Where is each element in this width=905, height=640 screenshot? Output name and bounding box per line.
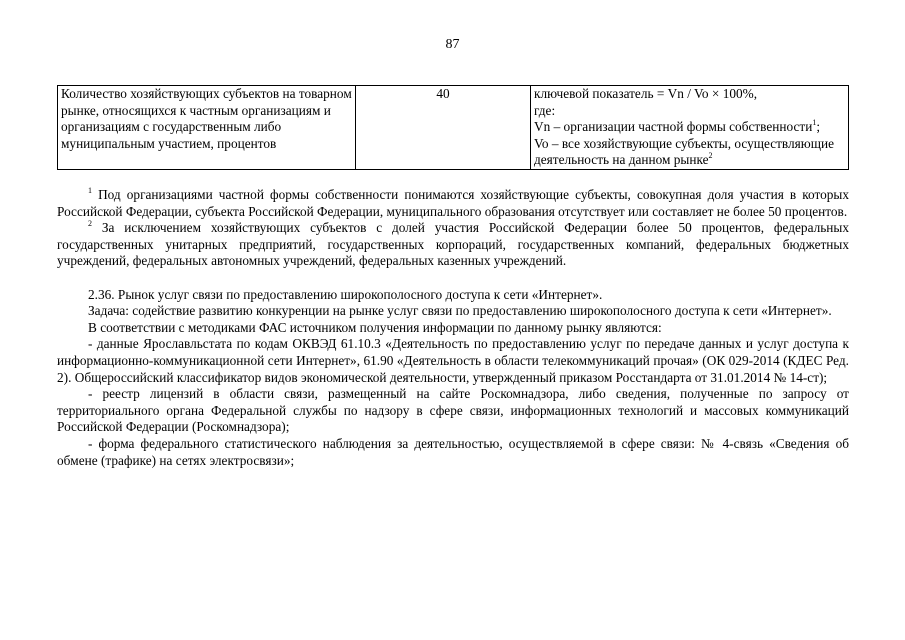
footnote-2-mark: 2 bbox=[88, 218, 92, 228]
footnote-2 bbox=[57, 220, 849, 270]
footnote-2-text: За исключением хозяйствующих субъектов с долей участия Российской Федерации более 50 процентов, федеральных государственных унитарных предприятий, государственных корпораций, государственных компаний, федеральных бюджетных учреждений, федеральных автономных учреждений, федеральных казенных учреждений. bbox=[57, 220, 849, 269]
vn-tail: ; bbox=[816, 119, 821, 135]
formula-where: где: bbox=[534, 102, 556, 118]
section-heading: 2.36. Рынок услуг связи по предоставлению широкополосного доступа к сети «Интернет». bbox=[88, 286, 603, 302]
indicator-value-cell: 40 bbox=[356, 86, 531, 170]
table-row bbox=[58, 86, 849, 170]
footnote-1-text: Под организациями частной формы собственности понимаются хозяйствующие субъекты, совокупная доля участия в которых Российской Федерации, субъекта Российской Федерации, муниципального образования отсутствует или составляет не более 50 процентов. bbox=[57, 187, 849, 219]
vo-text: Vo – все хозяйствующие субъекты, осуществляющие деятельность на данном рынке bbox=[534, 135, 834, 168]
source-item-license-registry: - реестр лицензий в области связи, размещенный на сайте Роскомнадзора, либо сведения, полученные по запросу от территориального органа Федеральной службы по надзору в сфере связи, информационных технологий и массовых коммуникаций Российской Федерации (Роскомнадзора); bbox=[57, 386, 849, 435]
footnote-1 bbox=[57, 187, 849, 220]
page-body bbox=[57, 187, 849, 469]
source-item-rosstat: - данные Ярославльстата по кодам ОКВЭД 61.10.3 «Деятельность по предоставлению услуг по передаче данных и услуг доступа к информационно-коммуникационной сети Интернет», 61.90 «Деятельность в области телекоммуникаций прочая» (ОК 029-2014 (КДЕС Ред. 2). Общероссийский классификатор видов экономической деятельности, утвержденный приказом Росстандарта от 31.01.2014 № 14-ст); bbox=[57, 336, 849, 385]
source-item-statistical-form: - форма федерального статистического наблюдения за деятельностью, осуществляемой в сфере связи: № 4-связь «Сведения об обмене (трафике) на сетях электросвязи»; bbox=[57, 435, 849, 468]
indicator-formula-cell bbox=[531, 86, 849, 170]
footnote-1-mark: 1 bbox=[88, 185, 92, 195]
formula-vo-definition bbox=[534, 136, 845, 169]
formula-line: ключевой показатель = Vn / Vo × 100%, bbox=[534, 86, 758, 101]
indicator-name-cell: Количество хозяйствующих субъектов на товарном рынке, относящихся к частным организациям и организациям с государственным либо муниципальным участием, процентов bbox=[58, 86, 356, 170]
vo-footnote-mark: 2 bbox=[708, 150, 713, 160]
section-task: Задача: содействие развитию конкуренции на рынке услуг связи по предоставлению широкополосного доступа к сети «Интернет». bbox=[88, 303, 832, 319]
vn-footnote-mark: 1 bbox=[812, 117, 817, 127]
section-intro: В соответствии с методиками ФАС источником получения информации по данному рынку являются: bbox=[88, 319, 662, 335]
formula-vn-definition bbox=[534, 119, 845, 136]
vn-text: Vn – организации частной формы собственности bbox=[534, 119, 813, 135]
indicator-table bbox=[57, 85, 849, 170]
page-number: 87 bbox=[445, 37, 460, 52]
